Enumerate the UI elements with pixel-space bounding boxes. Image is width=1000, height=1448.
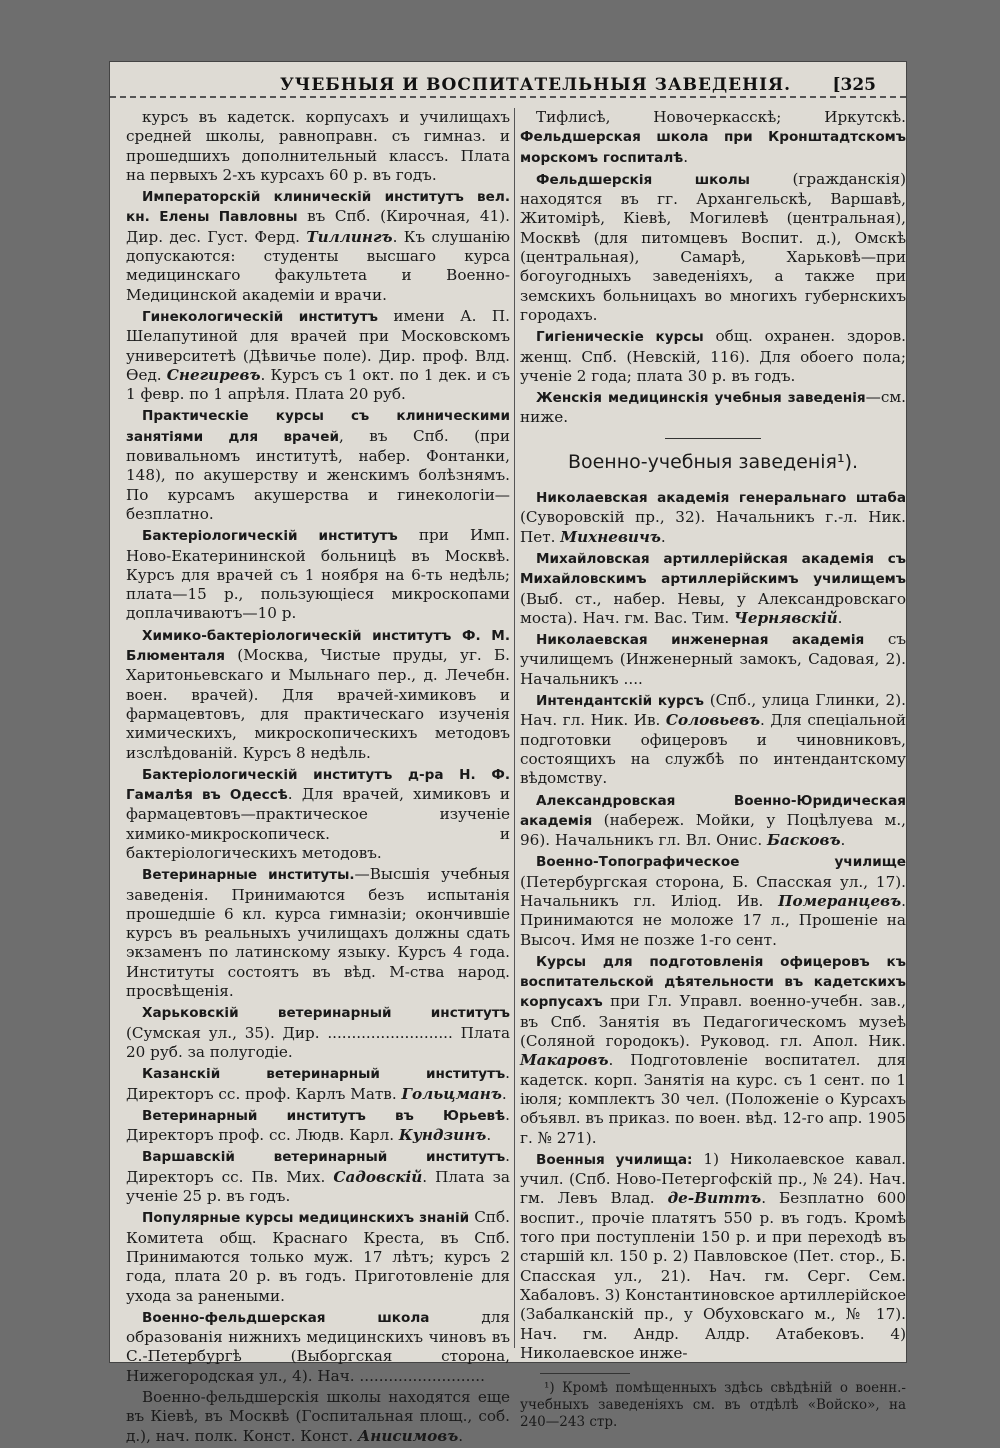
person-name: Померанцевъ xyxy=(778,891,902,910)
person-name: Михневичъ xyxy=(560,527,661,546)
paragraph xyxy=(126,1208,510,1305)
entry-heading: Казанскій ветеринарный институтъ xyxy=(142,1066,506,1083)
entry-heading: Бактеріологическій институтъ xyxy=(142,528,398,545)
entry-text: общ. охранен. здоров. женщ. Спб. (Невскій, 116). Для обоего пола; ученіе 2 года; плата 30 р. въ годъ. xyxy=(520,327,906,385)
right-paragraphs xyxy=(520,108,906,428)
person-name: Кундзинъ xyxy=(398,1126,487,1145)
entry-heading: Фельдшерская школа при Кронштадтскомъ морскомъ госпиталѣ xyxy=(520,129,906,166)
entry-heading: Фельдшерскія школы xyxy=(536,171,750,188)
paragraph xyxy=(126,1147,510,1206)
entry-text: . xyxy=(840,831,846,850)
entry-text: при Гл. Управл. военно-учебн. зав., въ Спб. Занятія въ Педагогическомъ музеѣ (Соляной городокъ). Руковод. гл. Апол. Ник. xyxy=(520,992,906,1051)
entry-text: имени А. П. Шелапутиной для врачей при Московскомъ университетѣ (Дѣвичье поле). Дир. проф. Влд. Ѳед. xyxy=(126,306,510,384)
page-number: [325 xyxy=(832,75,876,95)
person-name: Басковъ xyxy=(767,831,841,850)
paragraph xyxy=(520,630,906,689)
entry-text: Спб. Комитета общ. Краснаго Креста, въ Спб. Принимаются только муж. 17 лѣтъ; курсъ 2 года, плата 20 р. въ годъ. Приготовленіе для ухода за ранеными. xyxy=(126,1208,510,1305)
entry-text: . Принимаются не моложе 17 л., Прошеніе на Высоч. Имя не позже 1-го сент. xyxy=(520,891,906,949)
paragraph xyxy=(126,1388,510,1446)
paragraph xyxy=(126,1003,510,1062)
entry-heading: Практическіе курсы съ клиническими занятіями для врачей xyxy=(126,408,510,445)
paragraph xyxy=(126,108,510,185)
entry-text: . Директоръ сс. Пв. Мих. xyxy=(126,1147,510,1186)
entry-text: . xyxy=(501,1084,507,1103)
paragraph xyxy=(520,1150,906,1363)
entry-text: . Для спеціальной подготовки офицеровъ и чиновниковъ, состоящихъ на службѣ по интендантскому вѣдомству. xyxy=(520,711,906,788)
entry-text: . xyxy=(660,527,666,546)
paragraph xyxy=(520,327,906,386)
person-name: Снегиревъ xyxy=(166,365,261,384)
person-name: Тиллингъ xyxy=(306,227,393,246)
entry-text: (набереж. Мойки, у Поцѣлуева м., 96). Начальникъ гл. Вл. Онис. xyxy=(520,810,906,850)
entry-text: , въ Спб. (при повивальномъ институтѣ, набер. Фонтанки, 148), по акушерству и женскимъ болѣзнямъ. По курсамъ акушерства и гинекологіи—безплатно. xyxy=(126,426,510,523)
entry-heading: Ветеринарные институты. xyxy=(142,867,355,884)
paragraph xyxy=(126,526,510,623)
footnote-rule xyxy=(540,1373,630,1374)
paragraph xyxy=(126,765,510,863)
entry-text: (гражданскія) находятся въ гг. Архангельскѣ, Варшавѣ, Житомірѣ, Кіевѣ, Могилевѣ (центральная), Москвѣ (для питомцевъ Воспит. д.), Омскѣ (центральная), Самарѣ, Харьковѣ—при богоугодныхъ заведеніяхъ, а также при земскихъ больницахъ во многихъ губернскихъ городахъ. xyxy=(520,169,906,324)
section-rule xyxy=(665,438,761,439)
entry-text: (Выб. ст., набер. Невы, у Александровскаго моста). Нач. гм. Вас. Тим. xyxy=(520,589,906,627)
paragraph xyxy=(520,691,906,788)
entry-heading: Курсы для подготовленія офицеровъ къ воспитательской дѣятельности въ кадетскихъ корпусахъ xyxy=(520,953,906,1011)
entry-heading: Николаевская академія генеральнаго штаба xyxy=(536,490,906,507)
entry-heading: Гигіеническіе курсы xyxy=(536,329,704,346)
paragraph xyxy=(520,488,906,547)
paragraph xyxy=(520,852,906,949)
running-header xyxy=(110,62,906,98)
entry-text: . Подготовленіе воспитател. для кадетск. корп. Занятія на курс. съ 1 сент. по 1 іюля; комплектъ 30 чел. (Положеніе о Курсахъ объявл. въ приказ. по воен. вѣд. 12-го апр. 1905 г. № 271). xyxy=(520,1051,906,1147)
entry-text: —см. ниже. xyxy=(520,388,906,427)
entry-heading: Химико-бактеріологическій институтъ Ф. М. Блюменталя xyxy=(126,627,510,665)
entry-text: (Суворовскій пр., 32). Начальникъ г.-л. Ник. Пет. xyxy=(520,508,906,546)
entry-text: . Директоръ проф. сс. Людв. Карл. xyxy=(126,1105,510,1145)
entry-heading: Военно-Топографическое училище xyxy=(536,854,906,871)
paragraph xyxy=(520,952,906,1148)
entry-heading: Военныя училища: xyxy=(536,1151,693,1168)
entry-text: . xyxy=(837,608,843,627)
section-title: Военно-учебныя заведенія¹). xyxy=(567,450,859,473)
person-name: Чернявскій xyxy=(734,608,838,627)
entry-text: (Петербургская сторона, Б. Спасская ул., 17). Начальникъ гл. Иліод. Ив. xyxy=(520,872,906,910)
entry-heading: Николаевская инженерная академія xyxy=(536,632,865,649)
entry-heading: Варшавскій ветеринарный институтъ xyxy=(142,1149,506,1166)
entry-text: при Имп. Ново-Екатерининской больницѣ въ Москвѣ. Курсъ для врачей съ 1 ноября на 6-ть недѣль; плата—15 р., пользующіеся микроскопами доплачиваютъ—10 р. xyxy=(126,526,510,623)
entry-text: (Сумская ул., 35). Дир. .......................... Плата 20 руб. за полугодіе. xyxy=(126,1023,510,1061)
column-divider xyxy=(514,108,515,1348)
person-name: Анисимовъ xyxy=(357,1426,459,1445)
paragraph xyxy=(520,388,906,428)
entry-text: . Для врачей, химиковъ и фармацевтовъ—практическое изученіе химико-микроскопическ. и бактеріологическихъ методовъ. xyxy=(126,785,510,862)
entry-text: . xyxy=(486,1126,492,1145)
entry-heading: Ветеринарный институтъ въ Юрьевѣ xyxy=(142,1107,506,1124)
paragraph xyxy=(126,307,510,404)
paragraph xyxy=(126,187,510,305)
entry-heading: Интендантскій курсъ xyxy=(536,693,704,710)
paragraph xyxy=(520,549,906,628)
right-paragraphs-2 xyxy=(520,488,906,1363)
paragraph xyxy=(520,108,906,168)
entry-heading: Харьковскій ветеринарный институтъ xyxy=(142,1005,510,1022)
left-column xyxy=(126,108,510,1448)
entry-heading: Женскія медицинскія учебныя заведенія xyxy=(536,390,866,407)
entry-text: Военно-фельдшерскія школы находятся еще въ Кіевѣ, въ Москвѣ (Госпитальная площ., соб. д.), нач. полк. Конст. Конст. xyxy=(126,1388,510,1445)
entry-text: Тифлисѣ, Новочеркасскѣ; Иркутскѣ. xyxy=(536,108,906,126)
entry-text: . Плата за ученіе 25 р. въ годъ. xyxy=(126,1167,510,1206)
paragraph xyxy=(126,406,510,524)
entry-text: курсъ въ кадетск. корпусахъ и училищахъ средней школы, равноправн. съ гимназ. и прошедшихъ дополнительный классъ. Плата на первыхъ 2-хъ курсахъ 60 р. въ годъ. xyxy=(126,108,510,184)
paragraph xyxy=(126,1106,510,1146)
paragraph xyxy=(126,1064,510,1104)
paragraph xyxy=(520,170,906,325)
entry-heading: Михайловская артиллерійская академія съ Михайловскимъ артиллерійскимъ училищемъ xyxy=(520,550,906,588)
left-paragraphs xyxy=(126,108,510,1446)
entry-text: для образованія нижнихъ медицинскихъ чиновъ въ С.-Петербургѣ (Выборгская сторона, Нижегородская ул., 4). Нач. .......................... xyxy=(126,1307,510,1385)
header-title: УЧЕБНЫЯ И ВОСПИТАТЕЛЬНЫЯ ЗАВЕДЕНІЯ. xyxy=(280,75,791,95)
entry-text: (Москва, Чистые пруды, уг. Б. Харитоньевскаго и Мыльнаго пер., д. Лечебн. воен. врачей). Для врачей-химиковъ и фармацевтовъ, для практическаго изученія химическихъ, микроскопическихъ методовъ изслѣдованій. Курсъ 8 недѣль. xyxy=(126,646,510,762)
entry-text: . xyxy=(683,147,689,166)
entry-text: . xyxy=(458,1426,464,1445)
person-name: де-Виттъ xyxy=(667,1189,762,1208)
entry-text: . Курсъ съ 1 окт. по 1 дек. и съ 1 февр. по 1 апрѣля. Плата 20 руб. xyxy=(126,365,511,404)
paragraph xyxy=(126,865,510,1001)
entry-heading: Бактеріологическій институтъ д-ра Н. Ф. Гамалѣя въ Одессѣ xyxy=(126,766,510,804)
entry-text: съ училищемъ (Инженерный замокъ, Садовая, 2). Начальникъ .... xyxy=(520,630,907,688)
entry-text: въ Спб. (Кирочная, 41). Дир. дес. Густ. Ферд. xyxy=(126,207,510,246)
entry-heading: Императорскій клиническій институтъ вел. кн. Елены Павловны xyxy=(126,189,510,226)
person-name: Гольцманъ xyxy=(401,1084,502,1103)
entry-text: (Спб., улица Глинки, 2). Нач. гл. Ник. Ив. xyxy=(520,691,906,730)
right-column xyxy=(520,108,906,1431)
person-name: Соловьевъ xyxy=(665,711,760,730)
paragraph xyxy=(126,626,510,763)
entry-heading: Гинекологическій институтъ xyxy=(142,308,378,325)
entry-text: . Безплатно 600 воспит., прочіе платятъ 550 р. въ годъ. Кромѣ того при поступленіи 150 р. и при переходѣ въ старшій кл. 150 р. 2) Павловское (Пет. стор., Б. Спасская ул., 21). Нач. гм. Серг. Сем. Хабаловъ. 3) Константиновское артиллерійское (Забалканскій пр., у Обуховскаго м., № 17). Нач. гм. Андр. Алдр. Атабековъ. 4) Николаевское инже- xyxy=(520,1189,906,1362)
entry-text: —Высшія учебныя заведенія. Принимаются безъ испытанія прошедшіе 6 кл. курса гимназіи; окончившіе курсъ въ реальныхъ училищахъ должны сдать экзаменъ по латинскому языку. Курсъ 4 года. Институты состоятъ въ вѣд. М-ства народ. просвѣщенія. xyxy=(126,865,510,1001)
paragraph xyxy=(126,1308,510,1386)
entry-text: . Къ слушанію допускаются: студенты высшаго курса медицинскаго факультета и Военно-Медицинской академіи и врачи. xyxy=(126,227,510,304)
entry-text: . Директоръ сс. проф. Карлъ Матв. xyxy=(126,1064,510,1103)
person-name: Макаровъ xyxy=(520,1051,609,1070)
entry-text: 1) Николаевское кавал. учил. (Спб. Ново-Петергофскій пр., № 24). Нач. гм. Левъ Влад. xyxy=(520,1149,906,1208)
footnote: ¹) Кромѣ помѣщенныхъ здѣсь свѣдѣній о военн.-учебныхъ заведеніяхъ см. въ отдѣлѣ «Войско», на 240—243 стр. xyxy=(520,1380,906,1431)
person-name: Садовскій xyxy=(333,1167,423,1186)
entry-heading: Александровская Военно-Юридическая академія xyxy=(520,792,906,829)
book-page xyxy=(110,62,907,1445)
entry-heading: Популярные курсы медицинскихъ знаній xyxy=(142,1210,470,1227)
paragraph xyxy=(520,791,906,851)
entry-heading: Военно-фельдшерская школа xyxy=(142,1309,430,1326)
